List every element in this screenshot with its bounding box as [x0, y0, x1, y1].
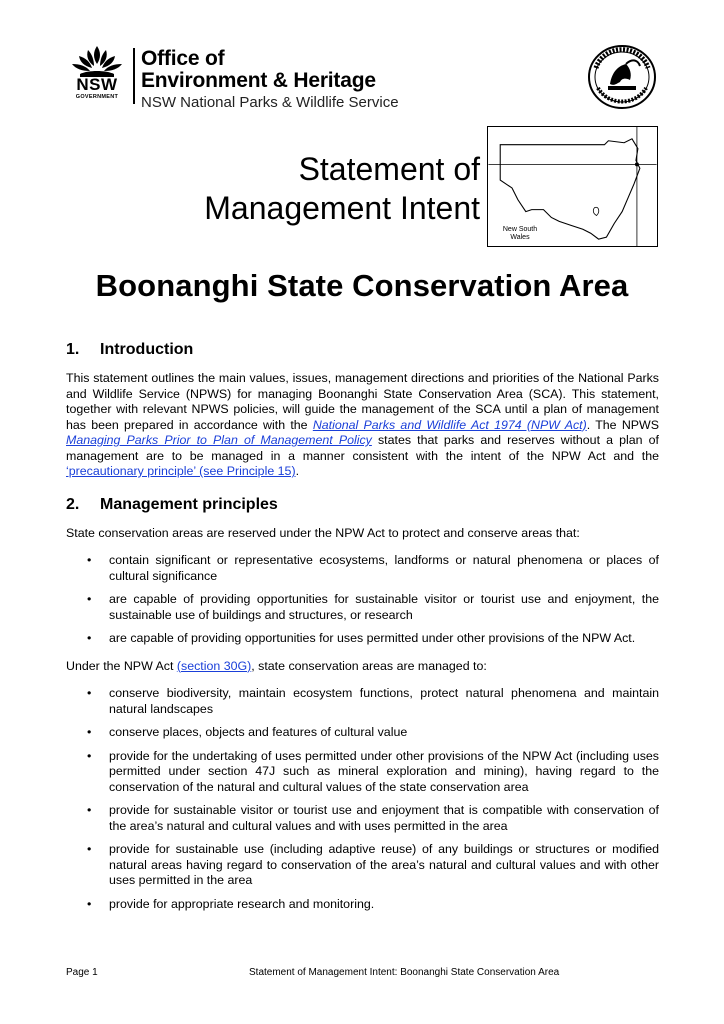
- section-2-heading: [66, 495, 659, 515]
- nsw-wordmark: NSW: [76, 75, 118, 94]
- footer-title: Statement of Management Intent: Boonanghi State Conservation Area: [249, 967, 560, 978]
- intro-text-a: This statement outlines the main values, issues, management directions and priorities of the National Parks and Wildlife Service (NPWS) for managing Boonanghi State Conservation Area (SCA). This statement, together with relevant NPWS policies, will guide the management of the SCA until a plan of management has been prepared in accordance with the: [66, 371, 659, 432]
- statement-title: [204, 150, 480, 228]
- page-header: [0, 0, 724, 130]
- org-line-environment: Environment & Heritage: [141, 69, 376, 92]
- intro-text-d: .: [295, 464, 300, 478]
- list-item: • conserve places, objects and features of cultural value: [66, 725, 659, 741]
- section-2-title: Management principles: [100, 495, 278, 513]
- introduction-paragraph: [66, 371, 659, 480]
- nsw-government-logo: [66, 44, 128, 108]
- section-1-number: 1.: [66, 341, 80, 358]
- area-name-heading: Boonanghi State Conservation Area: [95, 268, 629, 303]
- managed-lead: [66, 659, 659, 675]
- managed-lead-b: , state conservation areas are managed to:: [251, 658, 487, 673]
- nsw-locator-map: [487, 126, 658, 247]
- list-item: • provide for sustainable use (including adaptive reuse) of any buildings or structures or modified natural areas having regard to conservation of the area’s natural and cultural values and with other uses permitted in the area: [66, 842, 659, 889]
- intro-text-b: . The NPWS: [586, 417, 659, 432]
- title-line-2: Management Intent: [204, 190, 480, 226]
- waratah-icon: [66, 44, 128, 78]
- list-item: • provide for sustainable visitor or tourist use and enjoyment that is compatible with conservation of the area’s natural and cultural values and with uses permitted in the area: [66, 803, 659, 834]
- map-label: New South Wales: [502, 226, 538, 241]
- reserved-criteria-list: [66, 553, 659, 647]
- list-item: • are capable of providing opportunities for sustainable visitor or tourist use and enjoyment, the sustainable use of buildings and structures, or research: [66, 592, 659, 623]
- reserved-lead: State conservation areas are reserved under the NPW Act to protect and conserve areas that:: [66, 525, 580, 540]
- section-1-heading: [66, 340, 659, 360]
- org-line-npws: NSW National Parks & Wildlife Service: [141, 94, 399, 111]
- list-item: • contain significant or representative ecosystems, landforms or natural phenomena or places of cultural significance: [66, 553, 659, 584]
- policy-link[interactable]: Managing Parks Prior to Plan of Management Policy: [66, 433, 372, 447]
- management-objectives-list: [66, 686, 659, 912]
- title-line-1: Statement of: [298, 151, 480, 187]
- page-number: Page 1: [66, 967, 98, 978]
- government-label: GOVERNMENT: [75, 94, 119, 100]
- organisation-name: [141, 48, 399, 112]
- section-1-title: Introduction: [100, 341, 194, 358]
- managed-lead-a: Under the NPW Act: [66, 658, 177, 673]
- list-item: • are capable of providing opportunities for uses permitted under other provisions of the NPW Act.: [66, 631, 659, 647]
- list-item: • conserve biodiversity, maintain ecosystem functions, protect natural phenomena and maintain natural landscapes: [66, 686, 659, 717]
- document-body: [66, 340, 659, 920]
- list-item: • provide for the undertaking of uses permitted under other provisions of the NPW Act (including uses permitted under section 47J such as mineral exploration and mining), having regard to the conservation of the natural and cultural values of the state conservation area: [66, 749, 659, 796]
- section-30g-link[interactable]: (section 30G): [176, 658, 252, 673]
- npws-seal-icon: [586, 44, 658, 110]
- section-2-number: 2.: [66, 495, 80, 513]
- npw-act-link[interactable]: National Parks and Wildlife Act 1974 (NPW Act): [312, 417, 587, 432]
- intro-text-c: states that parks and reserves without a plan of management are to be managed in a manner consistent with the intent of the NPW Act and the: [66, 433, 659, 463]
- list-item: • provide for appropriate research and monitoring.: [66, 897, 659, 913]
- precautionary-principle-link[interactable]: ‘precautionary principle’ (see Principle 15): [66, 464, 296, 478]
- logo-divider: [133, 48, 135, 104]
- org-line-office: Office of: [141, 47, 225, 70]
